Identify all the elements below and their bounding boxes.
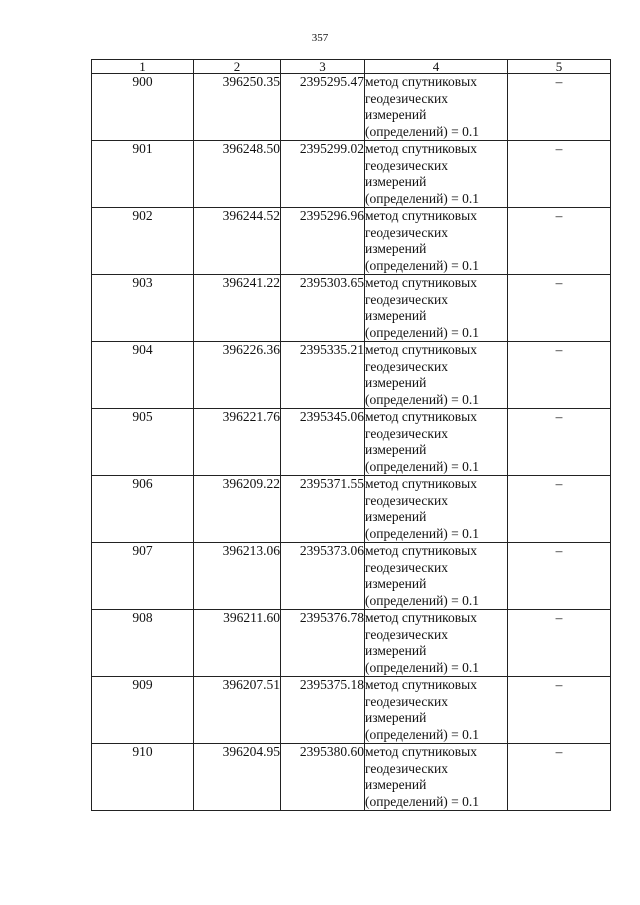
- method-text-line: метод спутниковых: [365, 74, 477, 89]
- x-coordinate-cell: 396248.50: [194, 141, 281, 208]
- note-cell: –: [508, 610, 611, 677]
- table-row: [92, 141, 611, 208]
- point-number-cell: 900: [92, 74, 194, 141]
- point-number-cell: 906: [92, 476, 194, 543]
- method-cell: [365, 342, 508, 409]
- method-text-line: метод спутниковых: [365, 275, 477, 290]
- method-cell: [365, 141, 508, 208]
- method-text-line: измерений: [365, 174, 427, 189]
- y-coordinate-cell: 2395303.65: [281, 275, 365, 342]
- method-text-line: (определений) = 0.1: [365, 123, 480, 139]
- method-text-line: (определений) = 0.1: [365, 726, 480, 742]
- point-number-cell: 901: [92, 141, 194, 208]
- method-text-line: геодезических: [365, 358, 448, 374]
- note-cell: –: [508, 476, 611, 543]
- table-header-row: [92, 60, 611, 74]
- method-text-line: измерений: [365, 643, 427, 658]
- table-row: [92, 275, 611, 342]
- method-text-line: (определений) = 0.1: [365, 391, 480, 407]
- method-cell: [365, 74, 508, 141]
- method-cell: [365, 208, 508, 275]
- method-text-line: (определений) = 0.1: [365, 659, 480, 675]
- table-row: [92, 476, 611, 543]
- method-text-line: (определений) = 0.1: [365, 592, 480, 608]
- y-coordinate-cell: 2395376.78: [281, 610, 365, 677]
- method-text-line: метод спутниковых: [365, 342, 477, 357]
- x-coordinate-cell: 396241.22: [194, 275, 281, 342]
- column-header-2: 2: [194, 60, 281, 74]
- note-cell: –: [508, 543, 611, 610]
- y-coordinate-cell: 2395373.06: [281, 543, 365, 610]
- method-text-line: измерений: [365, 710, 427, 725]
- method-text-line: измерений: [365, 107, 427, 122]
- coordinates-table: [91, 59, 611, 811]
- x-coordinate-cell: 396244.52: [194, 208, 281, 275]
- table-row: [92, 208, 611, 275]
- method-text-line: (определений) = 0.1: [365, 793, 480, 809]
- method-text-line: геодезических: [365, 693, 448, 709]
- note-cell: –: [508, 342, 611, 409]
- table-row: [92, 409, 611, 476]
- method-text-line: измерений: [365, 777, 427, 792]
- x-coordinate-cell: 396204.95: [194, 744, 281, 811]
- method-text-line: (определений) = 0.1: [365, 525, 480, 541]
- column-header-3: 3: [281, 60, 365, 74]
- method-text-line: геодезических: [365, 760, 448, 776]
- method-cell: [365, 409, 508, 476]
- method-text-line: геодезических: [365, 90, 448, 106]
- method-text-line: геодезических: [365, 626, 448, 642]
- column-header-5: 5: [508, 60, 611, 74]
- method-text-line: метод спутниковых: [365, 409, 477, 424]
- method-text-line: метод спутниковых: [365, 208, 477, 223]
- note-cell: –: [508, 275, 611, 342]
- x-coordinate-cell: 396213.06: [194, 543, 281, 610]
- y-coordinate-cell: 2395345.06: [281, 409, 365, 476]
- note-cell: –: [508, 677, 611, 744]
- method-text-line: измерений: [365, 576, 427, 591]
- method-text-line: (определений) = 0.1: [365, 190, 480, 206]
- method-text-line: геодезических: [365, 224, 448, 240]
- point-number-cell: 908: [92, 610, 194, 677]
- point-number-cell: 904: [92, 342, 194, 409]
- point-number-cell: 910: [92, 744, 194, 811]
- point-number-cell: 905: [92, 409, 194, 476]
- method-text-line: измерений: [365, 509, 427, 524]
- x-coordinate-cell: 396221.76: [194, 409, 281, 476]
- method-cell: [365, 476, 508, 543]
- method-cell: [365, 677, 508, 744]
- x-coordinate-cell: 396250.35: [194, 74, 281, 141]
- y-coordinate-cell: 2395380.60: [281, 744, 365, 811]
- method-text-line: метод спутниковых: [365, 141, 477, 156]
- note-cell: –: [508, 744, 611, 811]
- note-cell: –: [508, 409, 611, 476]
- table-row: [92, 677, 611, 744]
- y-coordinate-cell: 2395295.47: [281, 74, 365, 141]
- x-coordinate-cell: 396211.60: [194, 610, 281, 677]
- method-text-line: (определений) = 0.1: [365, 458, 480, 474]
- method-text-line: измерений: [365, 308, 427, 323]
- point-number-cell: 902: [92, 208, 194, 275]
- column-header-4: 4: [365, 60, 508, 74]
- column-header-1: 1: [92, 60, 194, 74]
- y-coordinate-cell: 2395371.55: [281, 476, 365, 543]
- method-text-line: геодезических: [365, 492, 448, 508]
- y-coordinate-cell: 2395299.02: [281, 141, 365, 208]
- table-row: [92, 74, 611, 141]
- note-cell: –: [508, 141, 611, 208]
- method-text-line: геодезических: [365, 291, 448, 307]
- page-number: 357: [311, 32, 329, 44]
- method-text-line: геодезических: [365, 559, 448, 575]
- method-cell: [365, 610, 508, 677]
- table-row: [92, 744, 611, 811]
- y-coordinate-cell: 2395375.18: [281, 677, 365, 744]
- method-text-line: метод спутниковых: [365, 677, 477, 692]
- x-coordinate-cell: 396226.36: [194, 342, 281, 409]
- method-text-line: измерений: [365, 375, 427, 390]
- note-cell: –: [508, 208, 611, 275]
- method-text-line: измерений: [365, 442, 427, 457]
- method-text-line: метод спутниковых: [365, 543, 477, 558]
- method-text-line: геодезических: [365, 425, 448, 441]
- method-text-line: метод спутниковых: [365, 476, 477, 491]
- method-text-line: геодезических: [365, 157, 448, 173]
- point-number-cell: 903: [92, 275, 194, 342]
- x-coordinate-cell: 396207.51: [194, 677, 281, 744]
- x-coordinate-cell: 396209.22: [194, 476, 281, 543]
- method-text-line: измерений: [365, 241, 427, 256]
- table-body: [92, 74, 611, 811]
- note-cell: –: [508, 74, 611, 141]
- y-coordinate-cell: 2395335.21: [281, 342, 365, 409]
- method-text-line: (определений) = 0.1: [365, 257, 480, 273]
- method-text-line: метод спутниковых: [365, 610, 477, 625]
- method-cell: [365, 275, 508, 342]
- point-number-cell: 909: [92, 677, 194, 744]
- method-cell: [365, 543, 508, 610]
- table-row: [92, 543, 611, 610]
- method-text-line: (определений) = 0.1: [365, 324, 480, 340]
- table-row: [92, 610, 611, 677]
- table-row: [92, 342, 611, 409]
- method-text-line: метод спутниковых: [365, 744, 477, 759]
- point-number-cell: 907: [92, 543, 194, 610]
- y-coordinate-cell: 2395296.96: [281, 208, 365, 275]
- method-cell: [365, 744, 508, 811]
